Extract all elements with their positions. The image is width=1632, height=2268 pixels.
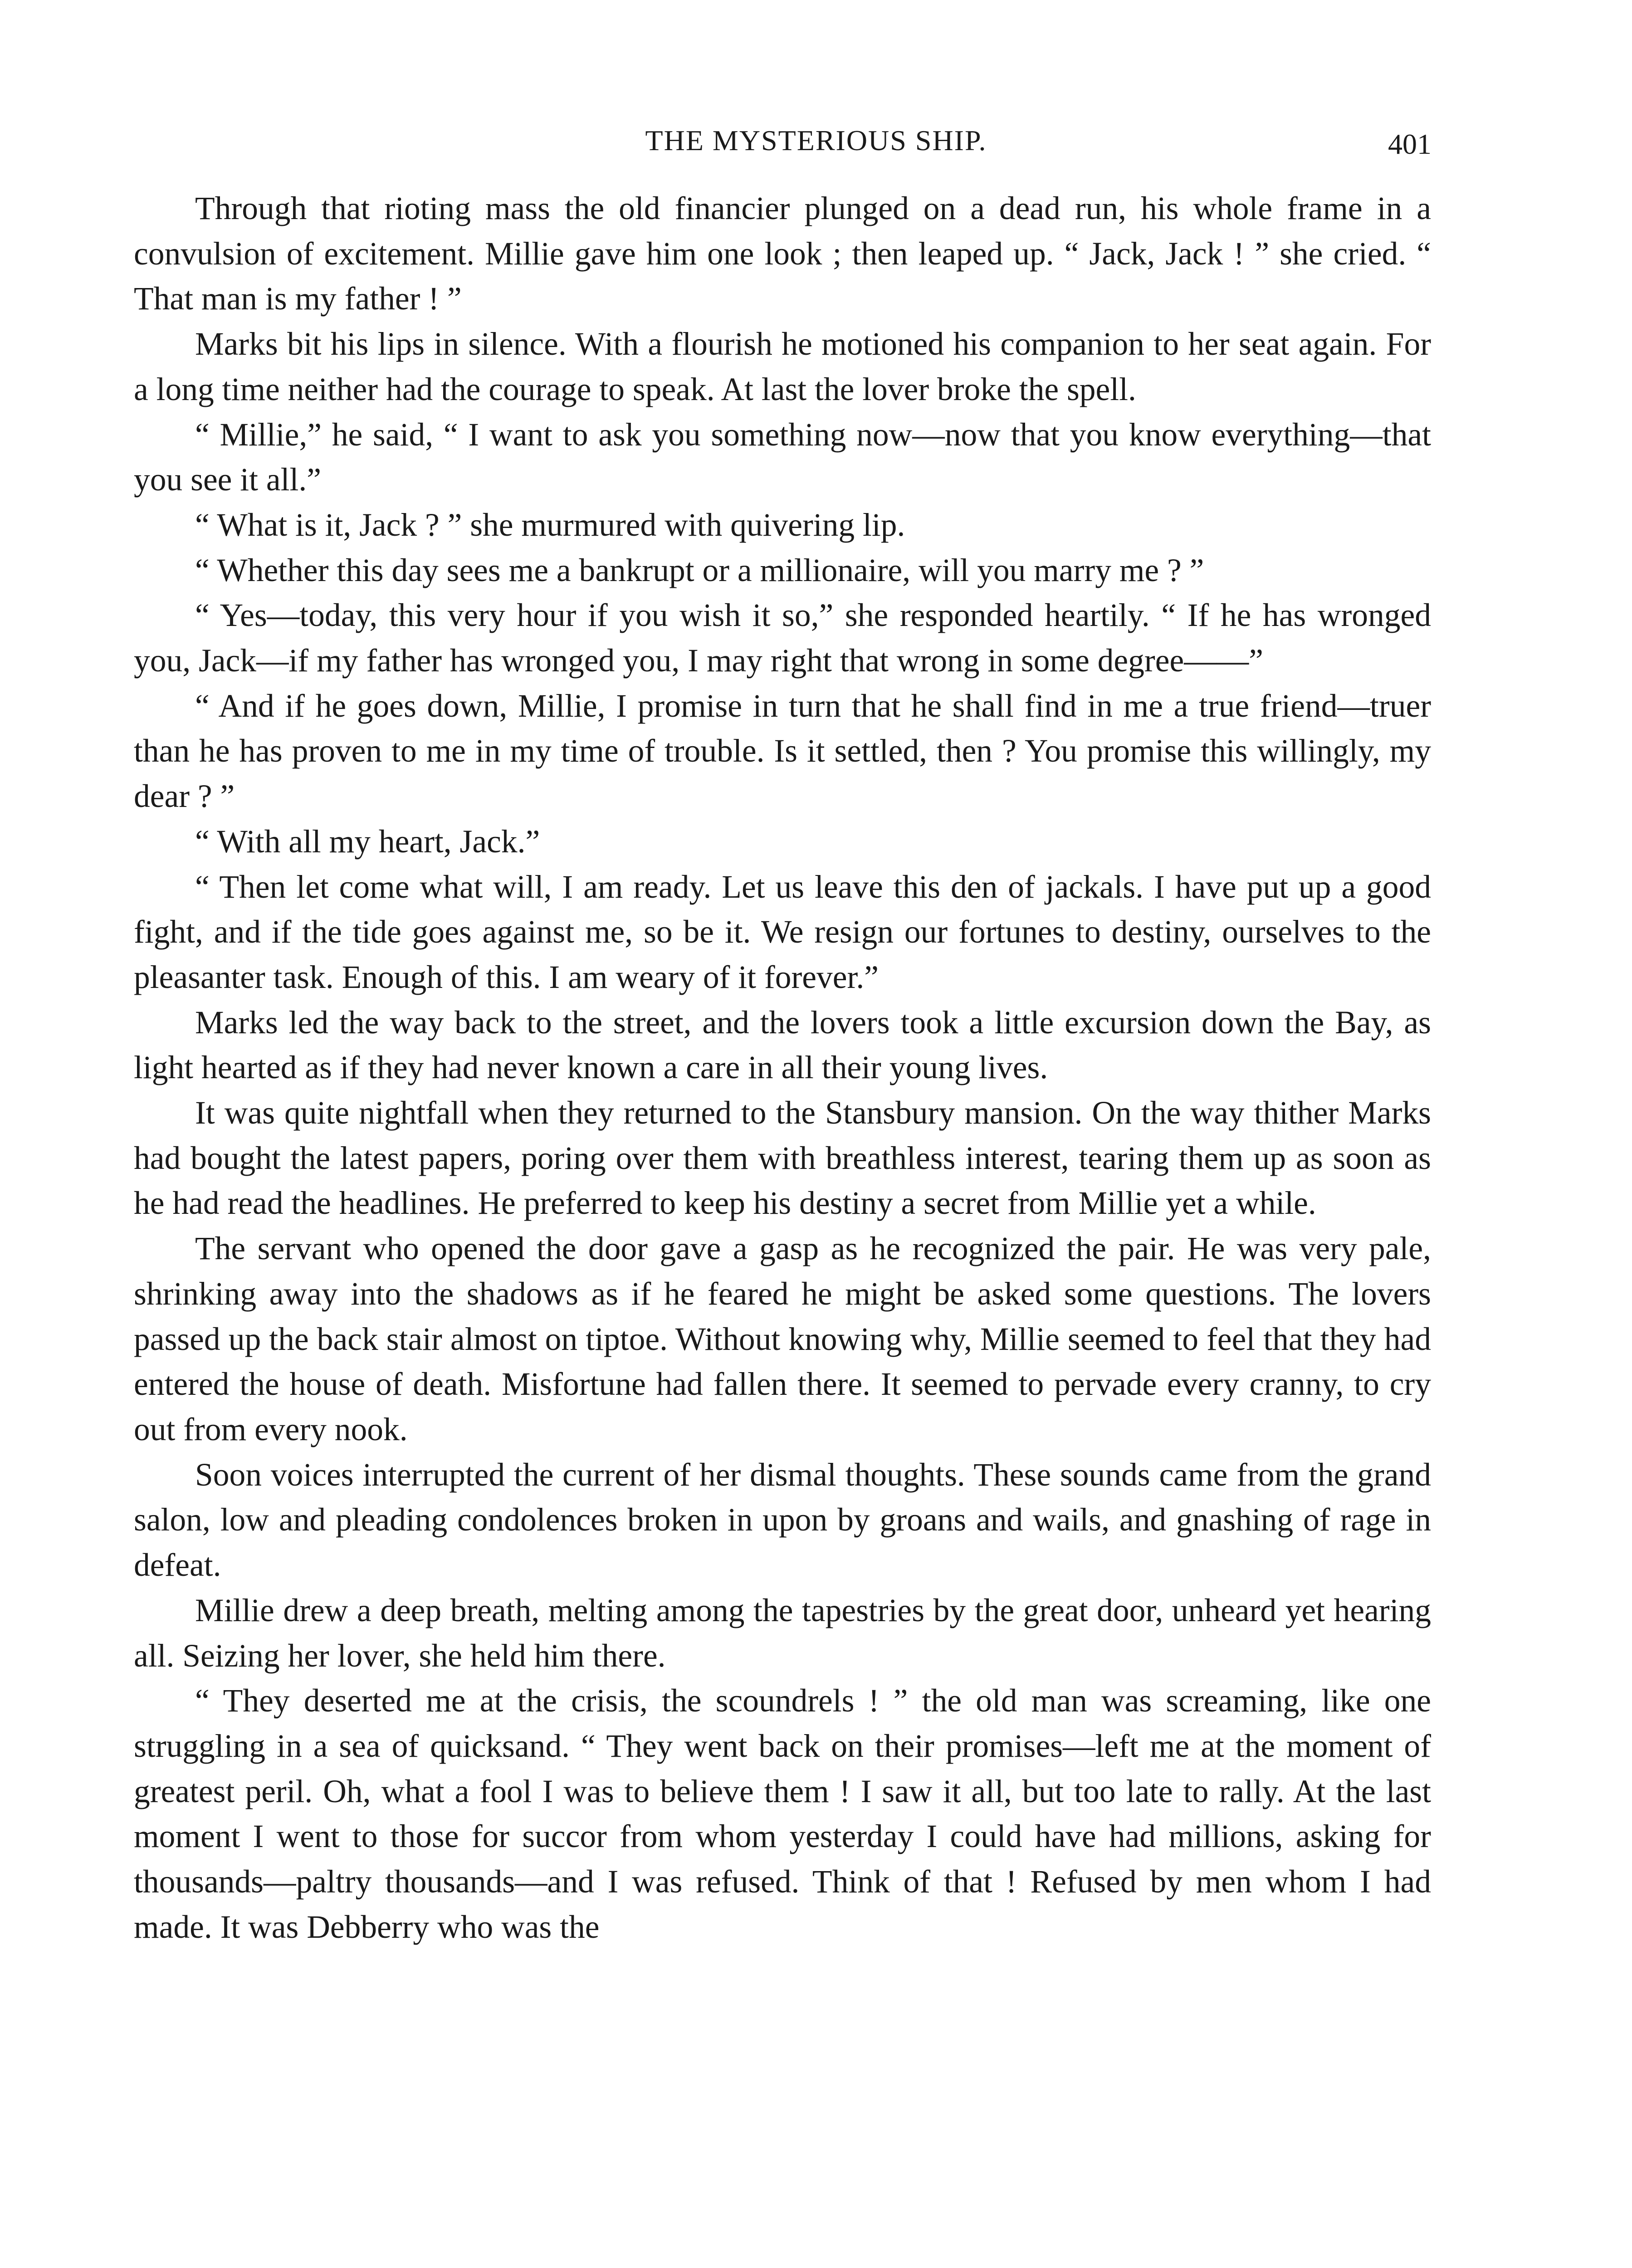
- running-head: [0, 120, 1632, 161]
- paragraph-1: Through that rioting mass the old financier plunged on a dead run, his whole frame in a convulsion of excitement. Millie gave him one look ; then leaped up. “ Jack, Jack ! ” she cried. “ That man is my father ! ”: [134, 191, 1431, 317]
- paragraph-10: Marks led the way back to the street, and the lovers took a little excursion down the Bay, as light hearted as if they had never known a care in all their young lives.: [134, 1004, 1431, 1086]
- page-number: 401: [1388, 128, 1432, 160]
- paragraph-3: “ Millie,” he said, “ I want to ask you something now—now that you know everything—that you see it all.”: [134, 416, 1431, 498]
- body-text: [134, 186, 1431, 1950]
- paragraph-9: “ Then let come what will, I am ready. Let us leave this den of jackals. I have put up a good fight, and if the tide goes against me, so be it. We resign our fortunes to destiny, ourselves to the pleasanter task. Enough of this. I am weary of it forever.”: [134, 869, 1431, 995]
- paragraph-4: “ What is it, Jack ? ” she murmured with quivering lip.: [195, 507, 905, 543]
- paragraph-15: “ They deserted me at the crisis, the scoundrels ! ” the old man was screaming, like one struggling in a sea of quicksand. “ They went back on their promises—left me at the moment of greatest peril. Oh, what a fool I was to believe them ! I saw it all, but too late to rally. At the last moment I went to those for succor from whom yesterday I could have had millions, asking for thousands—paltry thousands—and I was refused. Think of that ! Refused by men whom I had made. It was Debberry who was the: [134, 1683, 1431, 1945]
- paragraph-8: “ With all my heart, Jack.”: [195, 823, 540, 860]
- paragraph-5: “ Whether this day sees me a bankrupt or a millionaire, will you marry me ? ”: [195, 552, 1204, 588]
- paragraph-14: Millie drew a deep breath, melting among the tapestries by the great door, unheard yet hearing all. Seizing her lover, she held him there.: [134, 1592, 1431, 1674]
- paragraph-7: “ And if he goes down, Millie, I promise in turn that he shall find in me a true friend—truer than he has proven to me in my time of trouble. Is it settled, then ? You promise this willingly, my dear ? ”: [134, 688, 1431, 815]
- paragraph-11: It was quite nightfall when they returned to the Stansbury mansion. On the way thither Marks had bought the latest papers, poring over them with breathless interest, tearing them up as soon as he had read the headlines. He preferred to keep his destiny a secret from Millie yet a while.: [134, 1095, 1431, 1222]
- paragraph-13: Soon voices interrupted the current of her dismal thoughts. These sounds came from the grand salon, low and pleading condolences broken in upon by groans and wails, and gnashing of rage in defeat.: [134, 1457, 1431, 1584]
- paragraph-2: Marks bit his lips in silence. With a flourish he motioned his companion to her seat again. For a long time neither had the courage to speak. At last the lover broke the spell.: [134, 326, 1431, 407]
- paragraph-12: The servant who opened the door gave a gasp as he recognized the pair. He was very pale, shrinking away into the shadows as if he feared he might be asked some questions. The lovers passed up the back stair almost on tiptoe. Without knowing why, Millie seemed to feel that they had entered the house of death. Misfortune had fallen there. It seemed to pervade every cranny, to cry out from every nook.: [134, 1231, 1431, 1447]
- paragraph-6: “ Yes—today, this very hour if you wish it so,” she responded heartily. “ If he has wronged you, Jack—if my father has wronged you, I may right that wrong in some degree——”: [134, 597, 1431, 679]
- running-title: THE MYSTERIOUS SHIP.: [645, 124, 987, 156]
